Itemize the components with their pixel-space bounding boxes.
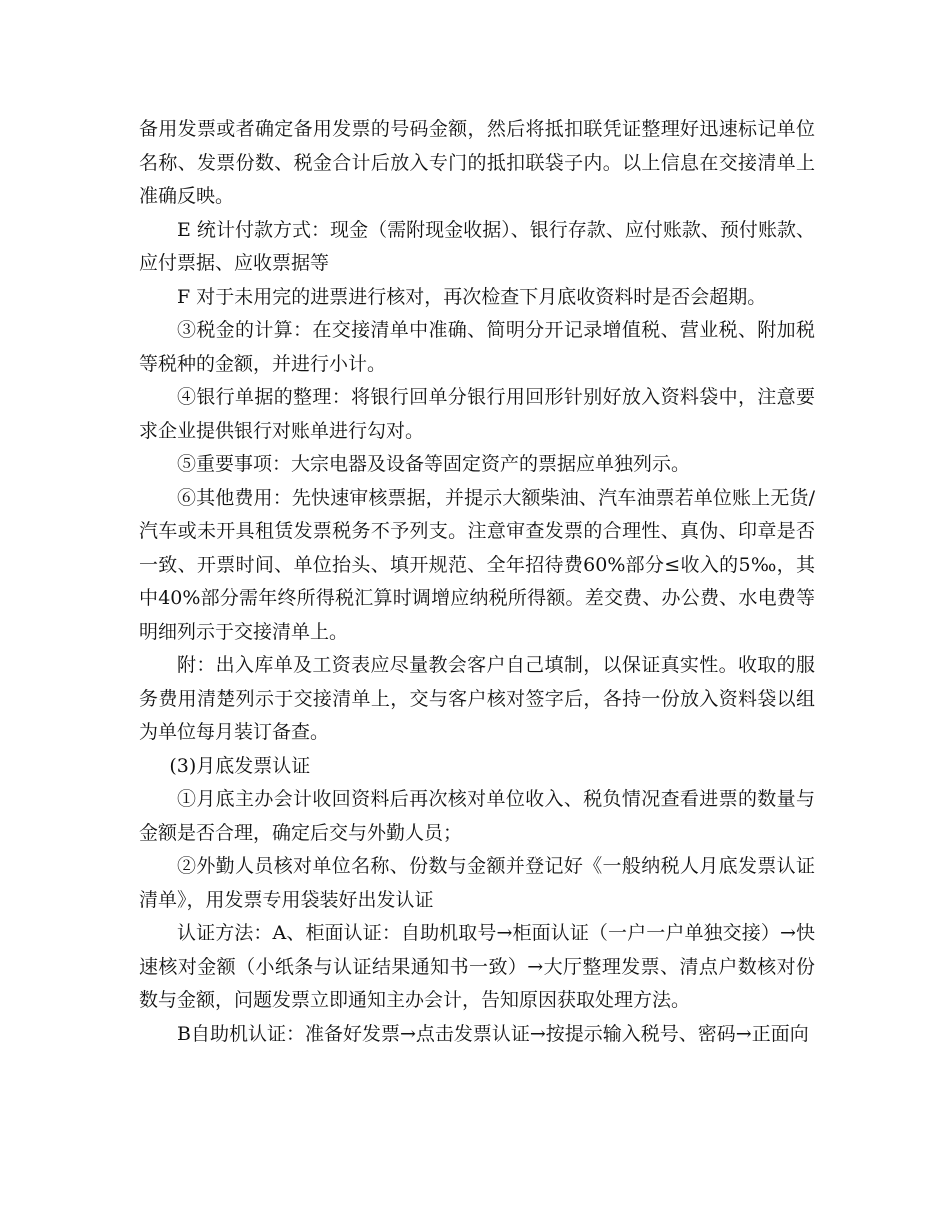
- document-body: [139, 113, 815, 1051]
- paragraph-1: 备用发票或者确定备用发票的号码金额，然后将抵扣联凭证整理好迅速标记单位名称、发票份数、税金合计后放入专门的抵扣联袋子内。以上信息在交接清单上准确反映。: [139, 118, 815, 207]
- paragraph-4: ③税金的计算：在交接清单中准确、简明分开记录增值税、营业税、附加税等税种的金额，并进行小计。: [139, 319, 815, 375]
- paragraph-11: ②外勤人员核对单位名称、份数与金额并登记好《一般纳税人月底发票认证清单》，用发票专用袋装好出发认证: [139, 855, 815, 911]
- paragraph-6: ⑤重要事项：大宗电器及设备等固定资产的票据应单独列示。: [177, 453, 691, 475]
- paragraph-9: (3)月底发票认证: [169, 754, 311, 777]
- paragraph-12: 认证方法：A、柜面认证：自助机取号→柜面认证（一户一户单独交接）→快速核对金额（小纸条与认证结果通知书一致）→大厅整理发票、清点户数核对份数与金额，问题发票立即通知主办会计，告知原因获取处理方法。: [139, 922, 815, 1011]
- paragraph-3: F 对于未用完的进票进行核对，再次检查下月底收资料时是否会超期。: [177, 285, 767, 308]
- paragraph-13: B自助机认证：准备好发票→点击发票认证→按提示输入税号、密码→正面向: [177, 1022, 809, 1045]
- paragraph-7: ⑥其他费用：先快速审核票据，并提示大额柴油、汽车油票若单位账上无货/汽车或未开具租赁发票税务不予列支。注意审查发票的合理性、真伪、印章是否一致、开票时间、单位抬头、填开规范、全年招待费60%部分≤收入的5‰，其中40%部分需年终所得税汇算时调增应纳税所得额。差交费、办公费、水电费等明细列示于交接清单上。: [139, 486, 815, 643]
- paragraph-5: ④银行单据的整理：将银行回单分银行用回形针别好放入资料袋中，注意要求企业提供银行对账单进行勾对。: [139, 386, 815, 442]
- paragraph-10: ①月底主办会计收回资料后再次核对单位收入、税负情况查看进票的数量与金额是否合理，确定后交与外勤人员；: [139, 788, 815, 844]
- paragraph-8: 附：出入库单及工资表应尽量教会客户自己填制，以保证真实性。收取的服务费用清楚列示于交接清单上，交与客户核对签字后，各持一份放入资料袋以组为单位每月装订备查。: [139, 654, 815, 743]
- paragraph-2: E 统计付款方式：现金（需附现金收据）、银行存款、应付账款、预付账款、应付票据、应收票据等: [139, 218, 815, 274]
